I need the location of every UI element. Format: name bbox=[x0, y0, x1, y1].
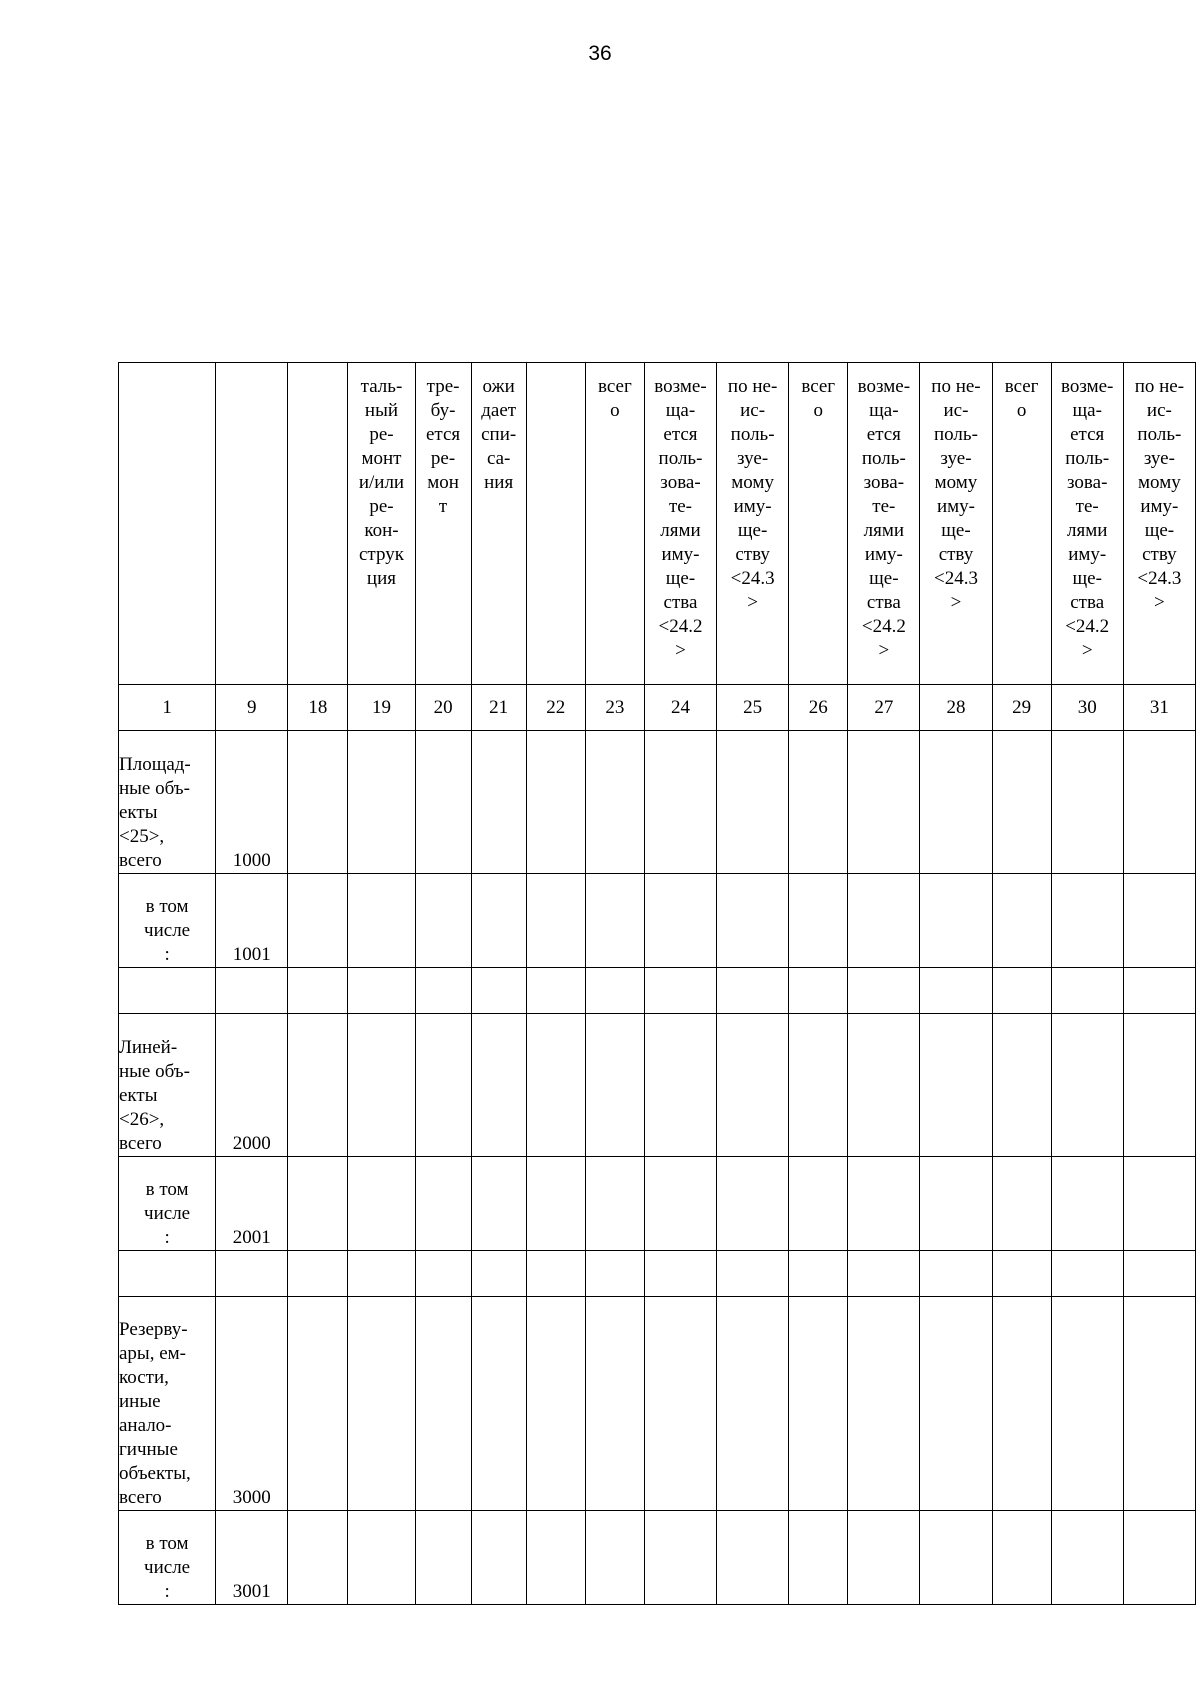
table-cell bbox=[348, 1157, 415, 1251]
table-cell bbox=[717, 1251, 789, 1297]
table-cell bbox=[644, 1157, 716, 1251]
table-cell bbox=[644, 874, 716, 968]
table-cell bbox=[288, 1157, 348, 1251]
table-cell bbox=[348, 1297, 415, 1511]
table-cell bbox=[471, 731, 526, 874]
table-cell bbox=[920, 1014, 992, 1157]
column-number: 21 bbox=[471, 685, 526, 731]
header-cell: возме- ща- ется поль- зова- те- лями иму- ще- ства <24.2 > bbox=[848, 363, 920, 685]
table-cell bbox=[585, 874, 644, 968]
table-row bbox=[119, 874, 1196, 968]
table-cell bbox=[848, 731, 920, 874]
table-cell bbox=[415, 1157, 471, 1251]
table-cell bbox=[789, 1297, 848, 1511]
table-cell bbox=[1123, 1511, 1195, 1605]
table-cell bbox=[992, 1251, 1051, 1297]
table-cell bbox=[288, 731, 348, 874]
header-cell: таль- ный ре- монт и/или ре- кон- струк ция bbox=[348, 363, 415, 685]
table-cell bbox=[789, 874, 848, 968]
column-number: 29 bbox=[992, 685, 1051, 731]
table-cell bbox=[471, 1511, 526, 1605]
table-cell bbox=[526, 1157, 585, 1251]
header-row bbox=[119, 363, 1196, 685]
table-cell bbox=[471, 1014, 526, 1157]
table-cell bbox=[992, 1014, 1051, 1157]
table-cell bbox=[526, 968, 585, 1014]
table-cell bbox=[992, 1511, 1051, 1605]
table-cell bbox=[348, 1511, 415, 1605]
table-cell bbox=[644, 731, 716, 874]
table-cell bbox=[644, 1014, 716, 1157]
table-cell bbox=[1051, 1297, 1123, 1511]
table-cell bbox=[415, 1251, 471, 1297]
table-cell bbox=[1123, 968, 1195, 1014]
row-code: 3001 bbox=[216, 1511, 288, 1605]
table-cell bbox=[471, 1251, 526, 1297]
table-cell bbox=[348, 1251, 415, 1297]
table-row bbox=[119, 1251, 1196, 1297]
table-cell bbox=[1051, 1014, 1123, 1157]
table-cell bbox=[415, 1511, 471, 1605]
row-code bbox=[216, 968, 288, 1014]
header-cell bbox=[216, 363, 288, 685]
row-label: в том числе : bbox=[119, 1157, 216, 1251]
column-number: 30 bbox=[1051, 685, 1123, 731]
header-cell: ожи дает спи- са- ния bbox=[471, 363, 526, 685]
table-cell bbox=[848, 874, 920, 968]
table-cell bbox=[585, 1297, 644, 1511]
table-cell bbox=[1123, 874, 1195, 968]
table-cell bbox=[288, 968, 348, 1014]
header-cell: по не- ис- поль- зуе- мому иму- ще- ству <24.3 > bbox=[1123, 363, 1195, 685]
row-code bbox=[216, 1251, 288, 1297]
table-cell bbox=[288, 1014, 348, 1157]
table-cell bbox=[717, 1297, 789, 1511]
table-cell bbox=[415, 874, 471, 968]
table-cell bbox=[415, 968, 471, 1014]
row-code: 1001 bbox=[216, 874, 288, 968]
header-cell: по не- ис- поль- зуе- мому иму- ще- ству <24.3 > bbox=[920, 363, 992, 685]
row-label: Резерву- ары, ем- кости, иные анало- гичные объекты, всего bbox=[119, 1297, 216, 1511]
table-cell bbox=[717, 968, 789, 1014]
table-cell bbox=[288, 1251, 348, 1297]
table-cell bbox=[526, 874, 585, 968]
table-cell bbox=[1051, 1157, 1123, 1251]
table-cell bbox=[920, 1297, 992, 1511]
row-code: 1000 bbox=[216, 731, 288, 874]
table-cell bbox=[1051, 731, 1123, 874]
table-cell bbox=[717, 874, 789, 968]
column-number: 18 bbox=[288, 685, 348, 731]
row-label: Линей- ные объ- екты <26>, всего bbox=[119, 1014, 216, 1157]
table-cell bbox=[1051, 1511, 1123, 1605]
table-cell bbox=[526, 1014, 585, 1157]
table-cell bbox=[1051, 874, 1123, 968]
header-cell: всег о bbox=[585, 363, 644, 685]
property-report-table bbox=[118, 362, 1196, 1605]
table-cell bbox=[717, 731, 789, 874]
table-row bbox=[119, 1014, 1196, 1157]
column-number: 28 bbox=[920, 685, 992, 731]
table-cell bbox=[415, 1297, 471, 1511]
table-cell bbox=[288, 874, 348, 968]
table-cell bbox=[471, 1297, 526, 1511]
table-cell bbox=[789, 1251, 848, 1297]
header-cell: возме- ща- ется поль- зова- те- лями иму- ще- ства <24.2 > bbox=[1051, 363, 1123, 685]
column-number: 26 bbox=[789, 685, 848, 731]
column-number: 9 bbox=[216, 685, 288, 731]
table-cell bbox=[717, 1014, 789, 1157]
table-cell bbox=[992, 731, 1051, 874]
header-cell bbox=[288, 363, 348, 685]
table-cell bbox=[992, 968, 1051, 1014]
row-code: 2001 bbox=[216, 1157, 288, 1251]
row-code: 3000 bbox=[216, 1297, 288, 1511]
header-cell bbox=[119, 363, 216, 685]
row-label: в том числе : bbox=[119, 874, 216, 968]
column-number: 23 bbox=[585, 685, 644, 731]
column-number: 24 bbox=[644, 685, 716, 731]
table-cell bbox=[585, 968, 644, 1014]
table-cell bbox=[471, 968, 526, 1014]
row-label bbox=[119, 968, 216, 1014]
table-cell bbox=[717, 1157, 789, 1251]
table-cell bbox=[348, 968, 415, 1014]
table-cell bbox=[848, 1511, 920, 1605]
table-cell bbox=[789, 968, 848, 1014]
table-cell bbox=[585, 1251, 644, 1297]
table-cell bbox=[848, 1157, 920, 1251]
header-cell: по не- ис- поль- зуе- мому иму- ще- ству <24.3 > bbox=[717, 363, 789, 685]
table-cell bbox=[644, 968, 716, 1014]
table-cell bbox=[848, 968, 920, 1014]
table-cell bbox=[1123, 731, 1195, 874]
row-code: 2000 bbox=[216, 1014, 288, 1157]
table-cell bbox=[585, 1014, 644, 1157]
column-number: 31 bbox=[1123, 685, 1195, 731]
table-cell bbox=[1123, 1014, 1195, 1157]
row-label: Площад- ные объ- екты <25>, всего bbox=[119, 731, 216, 874]
table-cell bbox=[848, 1297, 920, 1511]
header-cell: всег о bbox=[992, 363, 1051, 685]
table-cell bbox=[789, 731, 848, 874]
table-cell bbox=[992, 1157, 1051, 1251]
column-number: 20 bbox=[415, 685, 471, 731]
table-cell bbox=[348, 731, 415, 874]
table-cell bbox=[1123, 1297, 1195, 1511]
column-number: 27 bbox=[848, 685, 920, 731]
table-cell bbox=[920, 1511, 992, 1605]
table-cell bbox=[992, 874, 1051, 968]
table-cell bbox=[789, 1014, 848, 1157]
column-number: 1 bbox=[119, 685, 216, 731]
table-cell bbox=[585, 731, 644, 874]
table-row bbox=[119, 1297, 1196, 1511]
table-cell bbox=[789, 1157, 848, 1251]
table-cell bbox=[1051, 968, 1123, 1014]
table-cell bbox=[526, 731, 585, 874]
table-cell bbox=[848, 1014, 920, 1157]
table-cell bbox=[288, 1297, 348, 1511]
column-number: 22 bbox=[526, 685, 585, 731]
table-cell bbox=[585, 1511, 644, 1605]
table-cell bbox=[789, 1511, 848, 1605]
row-label: в том числе : bbox=[119, 1511, 216, 1605]
page-number: 36 bbox=[588, 42, 612, 65]
table-cell bbox=[415, 731, 471, 874]
table-row bbox=[119, 1511, 1196, 1605]
column-number: 25 bbox=[717, 685, 789, 731]
table-cell bbox=[526, 1251, 585, 1297]
table-cell bbox=[288, 1511, 348, 1605]
table-cell bbox=[920, 874, 992, 968]
table-cell bbox=[644, 1251, 716, 1297]
table-cell bbox=[920, 1251, 992, 1297]
row-label bbox=[119, 1251, 216, 1297]
table-cell bbox=[644, 1511, 716, 1605]
table-cell bbox=[348, 874, 415, 968]
table-cell bbox=[1123, 1157, 1195, 1251]
header-cell: возме- ща- ется поль- зова- те- лями иму- ще- ства <24.2 > bbox=[644, 363, 716, 685]
table-row bbox=[119, 1157, 1196, 1251]
table-cell bbox=[644, 1297, 716, 1511]
header-cell: всег о bbox=[789, 363, 848, 685]
table-cell bbox=[526, 1297, 585, 1511]
column-number-row bbox=[119, 685, 1196, 731]
table-row bbox=[119, 731, 1196, 874]
column-number: 19 bbox=[348, 685, 415, 731]
header-cell: тре- бу- ется ре- мон т bbox=[415, 363, 471, 685]
table-cell bbox=[471, 874, 526, 968]
table-cell bbox=[1051, 1251, 1123, 1297]
table-cell bbox=[348, 1014, 415, 1157]
table-cell bbox=[526, 1511, 585, 1605]
table-row bbox=[119, 968, 1196, 1014]
table-cell bbox=[717, 1511, 789, 1605]
table-cell bbox=[920, 731, 992, 874]
table-cell bbox=[920, 1157, 992, 1251]
table-cell bbox=[585, 1157, 644, 1251]
table-cell bbox=[415, 1014, 471, 1157]
table-cell bbox=[920, 968, 992, 1014]
table-cell bbox=[992, 1297, 1051, 1511]
table-cell bbox=[1123, 1251, 1195, 1297]
table-cell bbox=[471, 1157, 526, 1251]
header-cell bbox=[526, 363, 585, 685]
table-cell bbox=[848, 1251, 920, 1297]
